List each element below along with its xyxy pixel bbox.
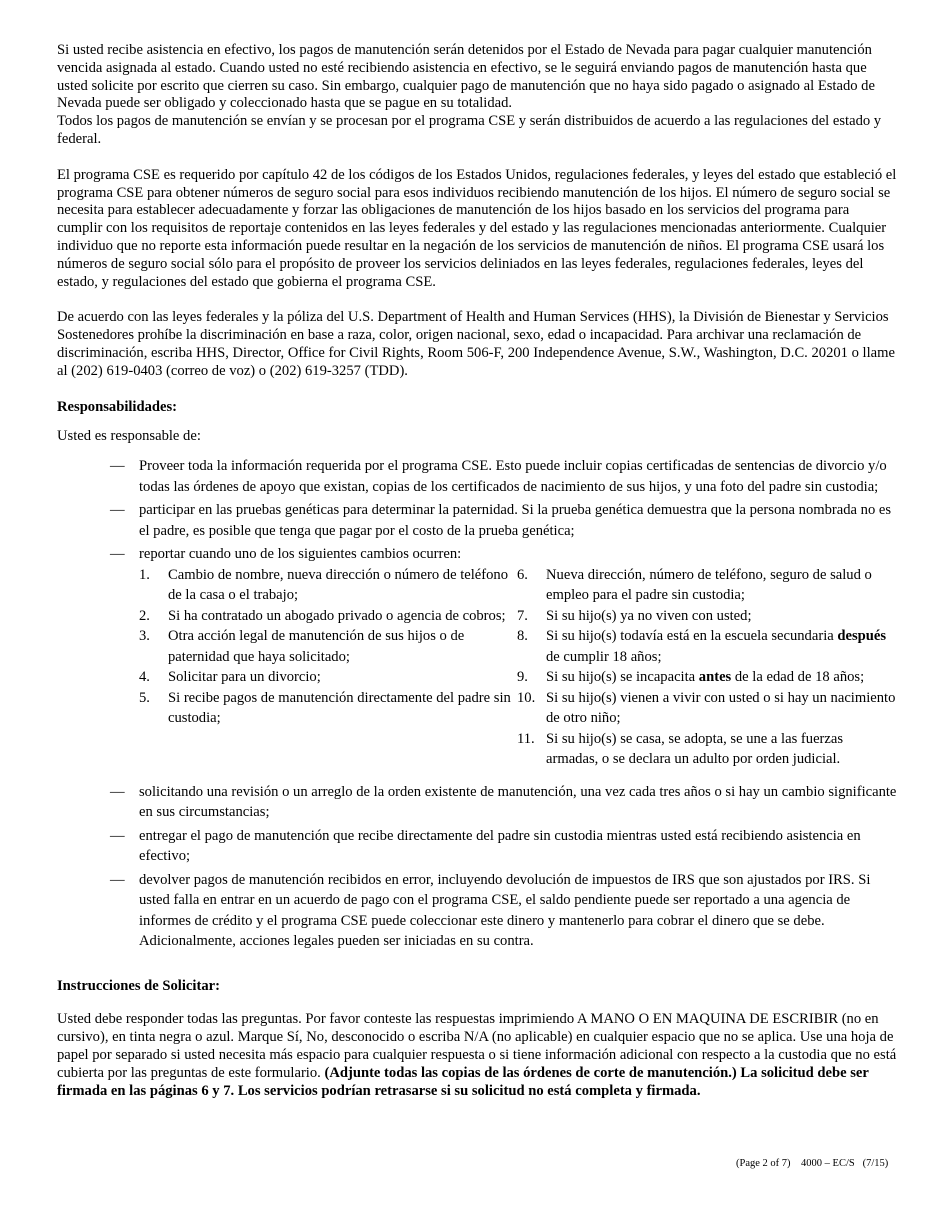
change-text: Si su hijo(s) vienen a vivir con usted o si hay un nacimiento de otro niño; bbox=[546, 689, 896, 727]
change-text-bold: después bbox=[837, 628, 887, 645]
list-item bbox=[57, 500, 897, 541]
change-item bbox=[517, 729, 897, 770]
responsibilities-list-continued bbox=[57, 782, 897, 952]
dash-marker: — bbox=[110, 783, 125, 800]
change-text-bold: antes bbox=[698, 669, 732, 686]
dash-marker: — bbox=[110, 546, 125, 563]
dash-marker: — bbox=[110, 827, 125, 844]
change-text: Solicitar para un divorcio; bbox=[168, 669, 321, 686]
cash-assistance-text: Si usted recibe asistencia en efectivo, los pagos de manutención serán detenidos por el Estado de Nevada para pagar cualquier manutención vencida asignada al estado. Cuando usted no esté recibiendo asistencia en efectivo, se le seguirá enviando pagos de manutención hasta que usted solicite por escrito que cierren su caso. Sin embargo, cualquier pago de manutención que no haya sido pagado o asignado al Estado de Nevada puede ser obligado y coleccionado hasta que se pague en su totalidad. bbox=[57, 42, 875, 112]
payments-distribution-text: Todos los pagos de manutención se envían y se procesan por el programa CSE y serán distribuidos de acuerdo a las regulaciones del estado y federal. bbox=[57, 113, 882, 147]
document-page bbox=[57, 42, 897, 1100]
change-number: 3. bbox=[139, 628, 150, 645]
change-number: 8. bbox=[517, 628, 528, 645]
list-item bbox=[57, 870, 897, 952]
change-item bbox=[139, 606, 517, 627]
change-number: 1. bbox=[139, 566, 150, 583]
change-number: 10. bbox=[517, 689, 536, 706]
non-discrimination-paragraph: De acuerdo con las leyes federales y la póliza del U.S. Department of Health and Human Services (HHS), la División de Bienestar y Servicios Sostenedores prohíbe la discriminación en base a raza, color, origen nacional, sexo, edad o incapacidad. Para archivar una reclamación de discriminación, escriba HHS, Director, Office for Civil Rights, Room 506-F, 200 Independence Avenue, S.W., Washington, D.C. 20201 o llame al (202) 619-0403 (correo de voz) o (202) 619-3257 (TDD). bbox=[57, 309, 895, 379]
change-item bbox=[517, 626, 897, 667]
bullet-text: reportar cuando uno de los siguientes cambios ocurren: bbox=[139, 546, 462, 563]
change-item bbox=[139, 688, 517, 729]
change-text: Otra acción legal de manutención de sus hijos o de paternidad que haya solicitado; bbox=[168, 628, 465, 665]
list-item bbox=[57, 826, 897, 867]
bullet-text: devolver pagos de manutención recibidos en error, incluyendo devolución de impuestos de IRS que son ajustados por IRS. Si usted falla en entrar en un acuerdo de pago con el programa CSE, el saldo pendiente puede ser reportado a una agencia de informes de crédito y el programa CSE puede coleccionar este dinero y mantenerlo para cobrar el dinero que se debe. Adicionalmente, acciones legales pueden ser iniciadas en su contra. bbox=[139, 871, 871, 950]
change-number: 5. bbox=[139, 689, 150, 706]
change-text-post: de cumplir 18 años; bbox=[546, 648, 662, 665]
instructions-text: Usted debe responder todas las preguntas. Por favor conteste las respuestas imprimiendo A MANO O EN MAQUINA DE ESCRIBIR (no en cursivo), en tinta negra o azul. Marque Sí, No, desconocido o escriba N/A (no aplicable) en cualquier espacio que no se aplica. Use una hoja de papel por separado si usted necesita más espacio para cualquier respuesta o si tiene información adicional con respecto a la custodia que no está cubierta por las preguntas de este formulario. bbox=[57, 1011, 897, 1081]
cash-assistance-paragraph bbox=[57, 42, 897, 149]
change-item bbox=[517, 606, 897, 627]
change-text: Nueva dirección, número de teléfono, seguro de salud o empleo para el padre sin custodia; bbox=[546, 566, 872, 604]
change-item bbox=[139, 626, 517, 667]
change-text: Si su hijo(s) se casa, se adopta, se une a las fuerzas armadas, o se declara un adulto por orden judicial. bbox=[546, 730, 844, 768]
change-text: Si recibe pagos de manutención directamente del padre sin custodia; bbox=[168, 689, 511, 727]
dash-marker: — bbox=[110, 871, 125, 888]
changes-left-column bbox=[57, 565, 517, 770]
list-item bbox=[57, 544, 897, 565]
list-item bbox=[57, 456, 897, 497]
change-text: Si su hijo(s) ya no viven con usted; bbox=[546, 607, 752, 624]
change-number: 9. bbox=[517, 669, 528, 686]
spacer bbox=[57, 770, 897, 782]
instructions-bold-text: (Adjunte todas las copias de las órdenes de corte de manutención.) La solicitud debe ser firmada en las páginas 6 y 7. Los servicios podrían retrasarse si su solicitud no está completa y firmada. bbox=[57, 1064, 869, 1099]
bullet-text: participar en las pruebas genéticas para determinar la paternidad. Si la prueba genética demuestra que la persona nombrada no es el padre, es posible que tenga que pagar por el costo de la prueba genética; bbox=[139, 502, 892, 539]
change-text-pre: Si su hijo(s) se incapacita bbox=[546, 669, 699, 686]
responsibilities-heading: Responsabilidades: bbox=[57, 398, 178, 415]
page-footer: (Page 2 of 7) 4000 – EC/S (7/15) bbox=[736, 1158, 889, 1169]
list-item bbox=[57, 782, 897, 823]
change-text-post: de la edad de 18 años; bbox=[731, 669, 865, 686]
changes-right-column bbox=[517, 565, 897, 770]
instructions-heading: Instrucciones de Solicitar: bbox=[57, 977, 220, 994]
change-number: 7. bbox=[517, 607, 528, 624]
changes-list bbox=[57, 565, 897, 770]
change-text: Si ha contratado un abogado privado o agencia de cobros; bbox=[168, 607, 506, 624]
bullet-text: entregar el pago de manutención que recibe directamente del padre sin custodia mientras usted está recibiendo asistencia en efectivo; bbox=[139, 827, 861, 865]
instructions-paragraph bbox=[57, 1011, 897, 1100]
change-item bbox=[517, 688, 897, 729]
change-item bbox=[517, 565, 897, 606]
change-number: 2. bbox=[139, 607, 150, 624]
change-number: 6. bbox=[517, 566, 528, 583]
ssn-requirement-paragraph: El programa CSE es requerido por capítulo 42 de los códigos de los Estados Unidos, regulaciones federales, y leyes del estado que estableció el programa CSE para obtener números de seguro social para esos individuos recibiendo manutención de los hijos. El número de seguro social se necesita para establecer adecuadamente y forzar las obligaciones de manutención de los hijos basado en los servicios del programa para cumplir con los requisitos de reportaje contenidos en las leyes federales y del estado y las regulaciones mencionadas anteriormente. Cualquier individuo que no reporte esta información puede resultar en la negación de los servicios de manutención de niños. El programa CSE usará los números de seguro social sólo para el propósito de proveer los servicios deliniados en las leyes federales, regulaciones federales, leyes del estado, y regulaciones del estado que gobierna el programa CSE. bbox=[57, 166, 897, 290]
change-item bbox=[517, 667, 897, 688]
bullet-text: Proveer toda la información requerida por el programa CSE. Esto puede incluir copias certificadas de sentencias de divorcio y/o todas las órdenes de apoyo que existan, copias de los certificados de nacimiento de sus hijos, y una foto del padre sin custodia; bbox=[139, 458, 887, 495]
responsibilities-intro: Usted es responsable de: bbox=[57, 428, 201, 445]
change-text: Cambio de nombre, nueva dirección o número de teléfono de la casa o el trabajo; bbox=[168, 566, 509, 604]
change-number: 11. bbox=[517, 730, 535, 747]
bullet-text: solicitando una revisión o un arreglo de la orden existente de manutención, una vez cada tres años o si hay un cambio significante en sus circumstancias; bbox=[139, 783, 897, 821]
dash-marker: — bbox=[110, 502, 125, 519]
dash-marker: — bbox=[110, 458, 125, 475]
change-item bbox=[139, 667, 517, 688]
change-item bbox=[139, 565, 517, 606]
change-text-pre: Si su hijo(s) todavía está en la escuela secundaria bbox=[546, 628, 838, 645]
responsibilities-list bbox=[57, 456, 897, 565]
change-number: 4. bbox=[139, 669, 150, 686]
